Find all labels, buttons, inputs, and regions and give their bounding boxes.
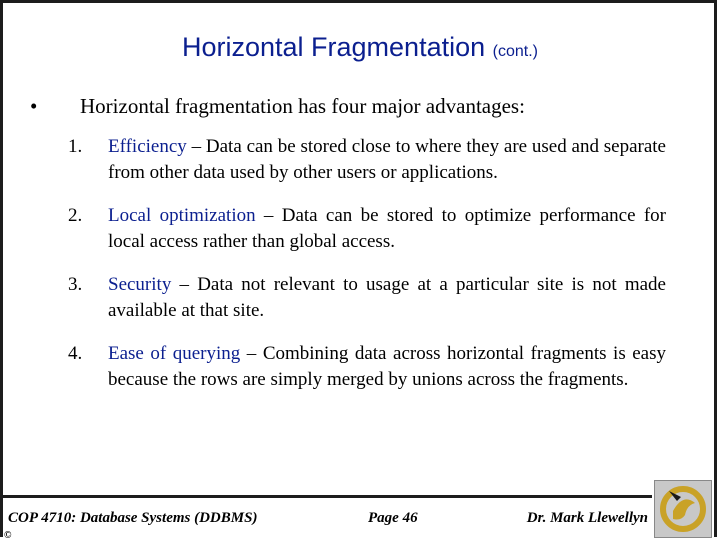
bullet-marker: •	[30, 94, 38, 118]
item-body	[108, 203, 666, 255]
title-suffix: (cont.)	[492, 43, 538, 60]
item-body	[108, 134, 666, 186]
item-number: 4.	[68, 343, 83, 364]
item-term: Local optimization	[108, 205, 256, 226]
title-text: Horizontal Fragmentation	[181, 32, 486, 62]
footer-copyright: ©	[4, 530, 12, 541]
slide-footer	[0, 500, 652, 540]
item-term: Efficiency	[108, 136, 187, 157]
item-text: – Combining data across horizontal fragments is easy because the rows are simply merged by unions across the fragments.	[108, 343, 667, 390]
footer-page-number: Page 46	[368, 510, 418, 526]
item-text: – Data not relevant to usage at a particular site is not made available at that site.	[108, 274, 666, 321]
footer-divider	[0, 495, 652, 498]
slide-title	[0, 30, 720, 69]
item-body	[108, 341, 666, 393]
item-text: – Data can be stored to optimize performance for local access rather than global access.	[108, 205, 666, 252]
ucf-pegasus-logo-icon	[654, 480, 712, 538]
footer-author: Dr. Mark Llewellyn	[526, 510, 648, 526]
intro-text: Horizontal fragmentation has four major advantages:	[80, 94, 525, 118]
footer-course: COP 4710: Database Systems (DDBMS)	[8, 510, 258, 526]
item-term: Ease of querying	[108, 343, 241, 364]
item-number: 2.	[68, 205, 83, 226]
item-number: 1.	[68, 136, 83, 157]
item-term: Security	[108, 274, 172, 295]
item-number: 3.	[68, 274, 83, 295]
item-text: – Data can be stored close to where they are used and separate from other data used by other users or applications.	[108, 136, 666, 183]
item-body	[108, 272, 666, 324]
